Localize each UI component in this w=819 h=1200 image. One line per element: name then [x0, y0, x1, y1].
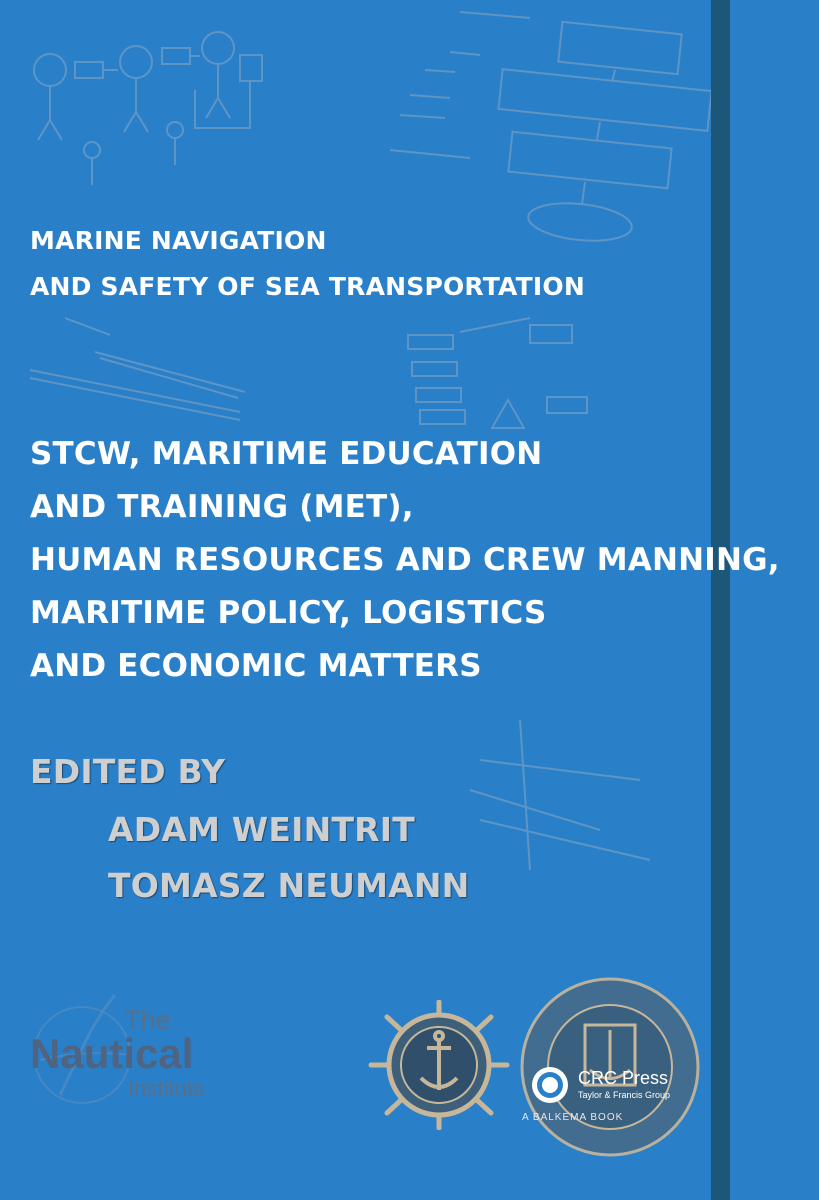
spine-stripe	[711, 0, 730, 1200]
subject-line-1: STCW, MARITIME EDUCATION	[30, 436, 543, 472]
subject-line-5: AND ECONOMIC MATTERS	[30, 648, 482, 684]
publisher-group: Taylor & Francis Group	[578, 1090, 671, 1100]
edited-by-label: EDITED BY	[30, 752, 226, 791]
ship-wheel-anchor-seal	[365, 1000, 513, 1130]
series-title-line-2: AND SAFETY OF SEA TRANSPORTATION	[30, 272, 585, 301]
spine-edge	[730, 0, 819, 1200]
nautical-institute-line2: Nautical	[30, 1030, 194, 1077]
editor-name-1: ADAM WEINTRIT	[108, 810, 415, 849]
publisher-name: CRC Press	[578, 1068, 669, 1088]
subject-line-2: AND TRAINING (MET),	[30, 489, 414, 525]
subject-line-3: HUMAN RESOURCES AND CREW MANNING,	[30, 542, 780, 578]
nautical-institute-line1: The	[124, 1005, 171, 1035]
editor-name-2: TOMASZ NEUMANN	[108, 866, 470, 905]
publisher-imprint: A BALKEMA BOOK	[522, 1112, 624, 1123]
subject-line-4: MARITIME POLICY, LOGISTICS	[30, 595, 547, 631]
series-title-line-1: MARINE NAVIGATION	[30, 226, 327, 255]
nautical-institute-line3: Institute	[128, 1076, 206, 1101]
